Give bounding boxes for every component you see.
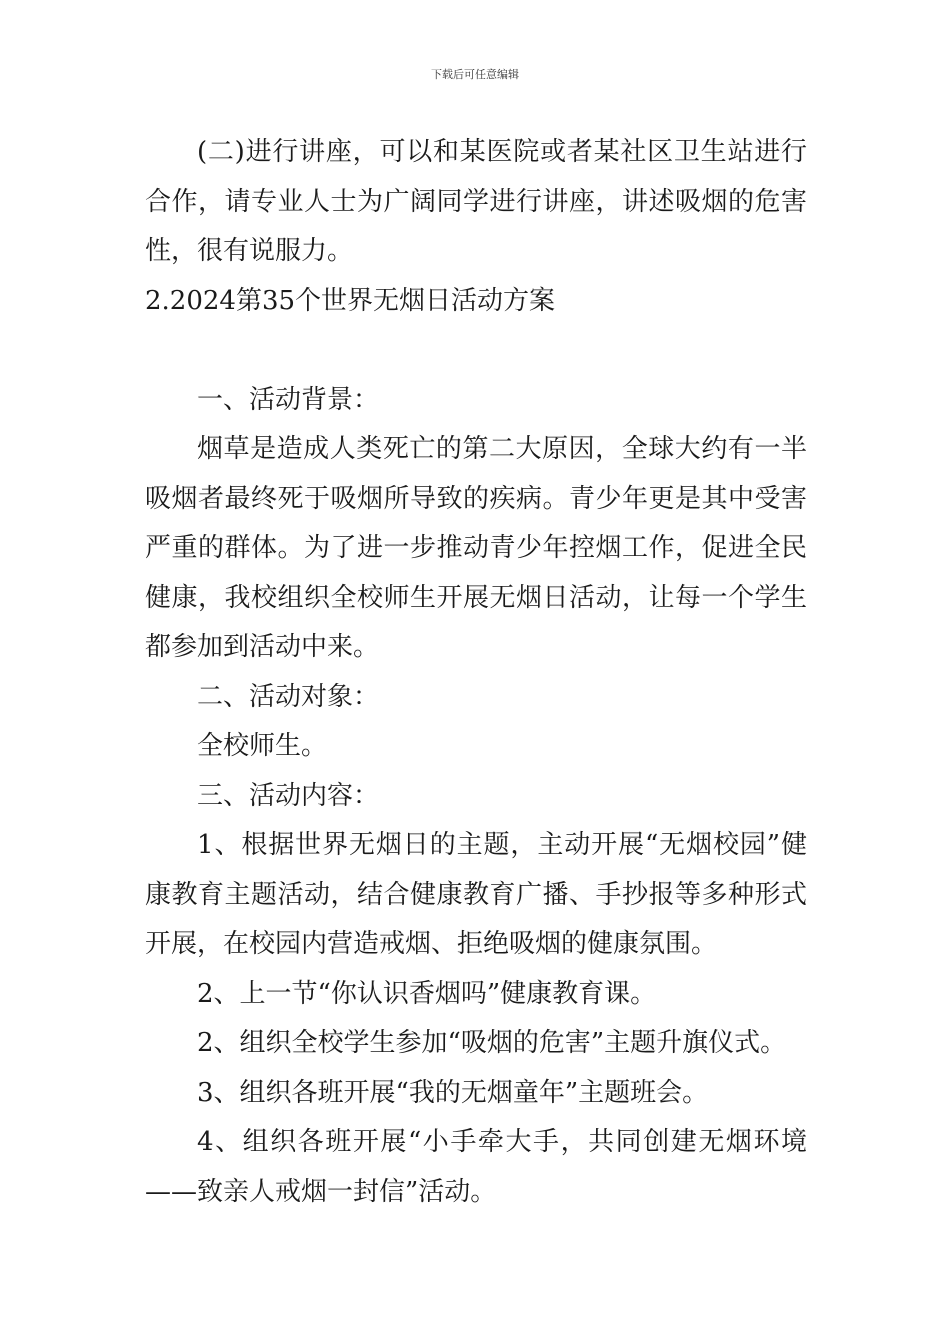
list-item: 3、组织各班开展“我的无烟童年”主题班会。 — [197, 1077, 709, 1108]
target-heading: 二、活动对象： — [197, 681, 380, 712]
page-header-note: 下载后可任意编辑 — [431, 68, 519, 81]
section-title: 2.2024第35个世界无烟日活动方案 — [145, 285, 556, 316]
list-item: 2、上一节“你认识香烟吗”健康教育课。 — [197, 978, 657, 1009]
list-item: 4、组织各班开展“小手牵大手，共同创建无烟环境——致亲人戒烟一封信”活动。 — [145, 1127, 807, 1207]
blank-line — [145, 326, 807, 376]
target-paragraph: 全校师生。 — [197, 731, 328, 761]
list-item: 2、组织全校学生参加“吸烟的危害”主题升旗仪式。 — [197, 1028, 787, 1058]
content-heading: 三、活动内容： — [197, 780, 380, 811]
background-paragraph: 烟草是造成人类死亡的第二大原因，全球大约有一半吸烟者最终死于吸烟所导致的疾病。青少年更是其中受害严重的群体。为了进一步推动青少年控烟工作，促进全民健康，我校组织全校师生开展无烟日活动，让每一个学生都参加到活动中来。 — [145, 434, 807, 662]
document-body — [145, 128, 807, 1217]
intro-paragraph: (二)进行讲座，可以和某医院或者某社区卫生站进行合作，请专业人士为广阔同学进行讲座，讲述吸烟的危害性，很有说服力。 — [145, 137, 807, 266]
background-heading: 一、活动背景： — [197, 384, 380, 415]
list-item: 1、根据世界无烟日的主题，主动开展“无烟校园”健康教育主题活动，结合健康教育广播、手抄报等多种形式开展，在校园内营造戒烟、拒绝吸烟的健康氛围。 — [145, 830, 807, 959]
